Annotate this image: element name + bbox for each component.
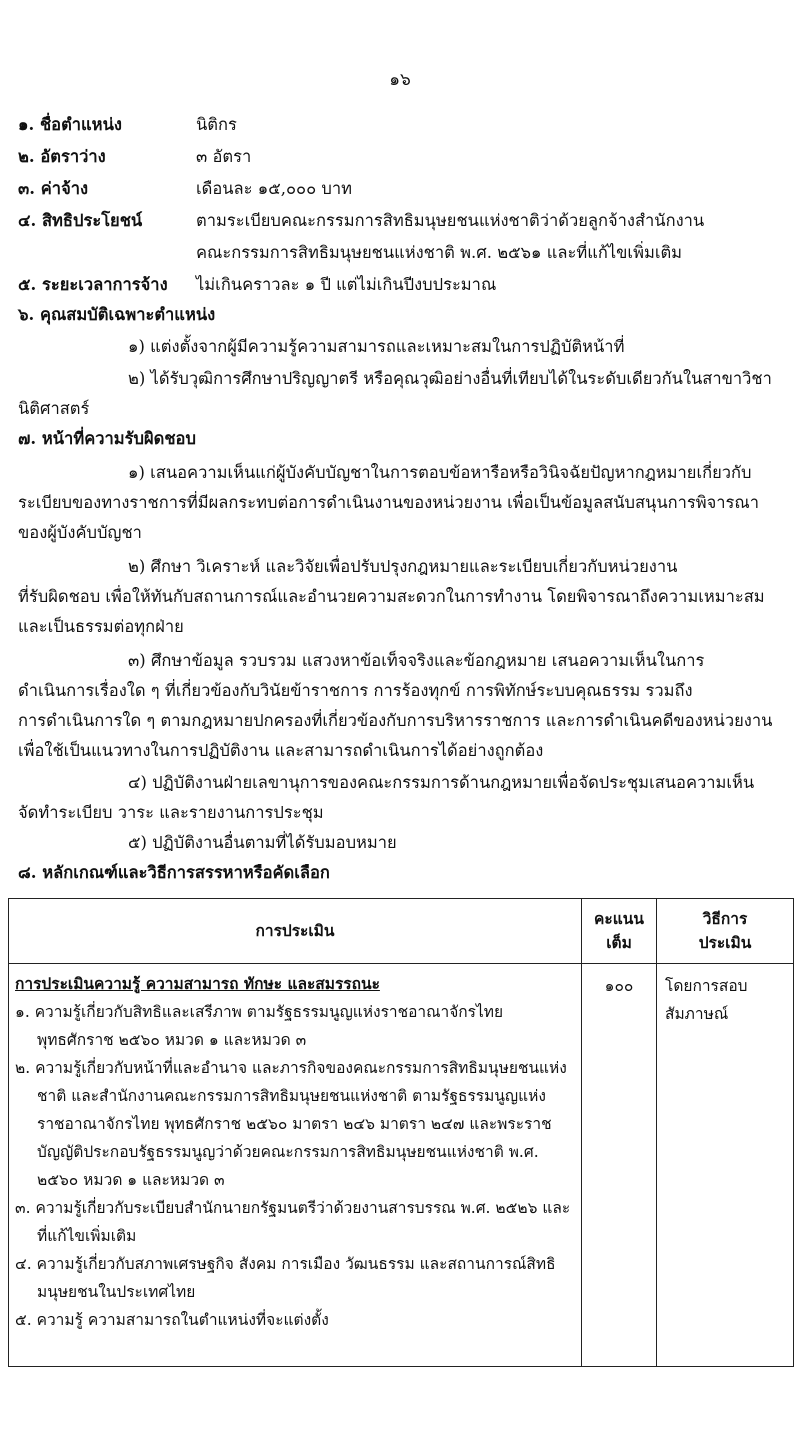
duty1-line1: ๑) เสนอความเห็นแก่ผู้บังคับบัญชาในการตอบข้อหารือหรือวินิจฉัยปัญหากฎหมายเกี่ยวกับ (128, 463, 752, 482)
method-line1: โดยการสอบ (665, 977, 748, 995)
field-duration-label: ๕. ระยะเวลาการจ้าง (18, 275, 168, 294)
duty4-line2: จัดทำระเบียบ วาระ และรายงานการประชุม (18, 803, 324, 822)
duty1-line2: ระเบียบของทางราชการที่มีผลกระทบต่อการดำเนินงานของหน่วยงาน เพื่อเป็นข้อมูลสนับสนุนการพิจารณา (18, 493, 759, 512)
section6-item2: ๒) ได้รับวุฒิการศึกษาปริญญาตรี หรือคุณวุฒิอย่างอื่นที่เทียบได้ในระดับเดียวกันในสาขาวิชา (128, 369, 772, 388)
method-cell (657, 964, 794, 1367)
section7-title: ๗. หน้าที่ความรับผิดชอบ (18, 429, 196, 448)
field-position-label: ๑. ชื่อตำแหน่ง (18, 115, 122, 134)
col-score-header-line2: เต็ม (606, 933, 632, 952)
duty2-line3: และเป็นธรรมต่อทุกฝ่าย (18, 617, 184, 636)
assessment-item-3: ๓. ความรู้เกี่ยวกับระเบียบสำนักนายกรัฐมนตรีว่าด้วยงานสารบรรณ พ.ศ. ๒๕๒๖ และที่แก้ไขเพิ่มเติม (15, 1199, 571, 1245)
assessment-heading: การประเมินความรู้ ความสามารถ ทักษะ และสมรรถนะ (15, 974, 380, 993)
field-benefits-label: ๔. สิทธิประโยชน์ (18, 211, 143, 230)
field-benefits-value: ตามระเบียบคณะกรรมการสิทธิมนุษยชนแห่งชาติว่าด้วยลูกจ้างสำนักงาน (196, 211, 705, 230)
col-score-header-line1: คะแนน (594, 909, 644, 928)
table-header-row (9, 899, 794, 964)
section6-item1: ๑) แต่งตั้งจากผู้มีความรู้ความสามารถและเหมาะสมในการปฏิบัติหน้าที่ (128, 337, 625, 356)
assessment-item-4: ๔. ความรู้เกี่ยวกับสภาพเศรษฐกิจ สังคม การเมือง วัฒนธรรม และสถานการณ์สิทธิมนุษยชนในประเทศไทย (15, 1255, 556, 1301)
criteria-table (8, 898, 794, 1367)
duty3-line2: ดำเนินการเรื่องใด ๆ ที่เกี่ยวข้องกับวินัยข้าราชการ การร้องทุกข์ การพิทักษ์ระบบคุณธรรม รวมถึง (18, 681, 693, 700)
section6-title: ๖. คุณสมบัติเฉพาะตำแหน่ง (18, 305, 216, 324)
page-number: ๑๖ (389, 70, 411, 90)
field-duration-value: ไม่เกินคราวละ ๑ ปี แต่ไม่เกินปีงบประมาณ (196, 275, 497, 294)
field-position-value: นิติกร (196, 115, 237, 134)
assessment-item-1: ๑. ความรู้เกี่ยวกับสิทธิและเสรีภาพ ตามรัฐธรรมนูญแห่งราชอาณาจักรไทย พุทธศักราช ๒๕๖๐ หมวด ๑ และหมวด ๓ (15, 1003, 504, 1049)
table-row (9, 964, 794, 1367)
duty2-line1: ๒) ศึกษา วิเคราะห์ และวิจัยเพื่อปรับปรุงกฎหมายและระเบียบเกี่ยวกับหน่วยงาน (128, 557, 678, 576)
col-method-header-line2: ประเมิน (698, 933, 752, 952)
full-score-cell: ๑๐๐ (582, 964, 657, 1367)
duty3-line4: เพื่อใช้เป็นแนวทางในการปฏิบัติงาน และสามารถดำเนินการได้อย่างถูกต้อง (18, 741, 544, 760)
col-method-header-line1: วิธีการ (702, 909, 748, 928)
assessment-item-2: ๒. ความรู้เกี่ยวกับหน้าที่และอำนาจ และภารกิจของคณะกรรมการสิทธิมนุษยชนแห่งชาติ และสำนักงานคณะกรรมการสิทธิมนุษยชนแห่งชาติ ตามรัฐธรรมนูญแห่งราชอาณาจักรไทย พุทธศักราช ๒๕๖๐ มาตรา ๒๔๖ มาตรา ๒๔๗ และพระราชบัญญัติประกอบรัฐธรรมนูญว่าด้วยคณะกรรมการสิทธิมนุษยชนแห่งชาติ พ.ศ. ๒๕๖๐ หมวด ๑ และหมวด ๓ (15, 1059, 567, 1189)
field-wage-value: เดือนละ ๑๕,๐๐๐ บาท (196, 179, 353, 198)
section8-title: ๘. หลักเกณฑ์และวิธีการสรรหาหรือคัดเลือก (18, 863, 330, 882)
duty1-line3: ของผู้บังคับบัญชา (18, 523, 142, 542)
field-vacancy-value: ๓ อัตรา (196, 147, 252, 166)
field-wage-label: ๓. ค่าจ้าง (18, 179, 89, 198)
col-method-header (657, 899, 794, 964)
field-vacancy-label: ๒. อัตราว่าง (18, 147, 106, 166)
duty4-line1: ๔) ปฏิบัติงานฝ่ายเลขานุการของคณะกรรมการด้านกฎหมายเพื่อจัดประชุมเสนอความเห็น (128, 773, 755, 792)
duty3-line1: ๓) ศึกษาข้อมูล รวบรวม แสวงหาข้อเท็จจริงและข้อกฎหมาย เสนอความเห็นในการ (128, 651, 705, 670)
col-score-header (582, 899, 657, 964)
duty3-line3: การดำเนินการใด ๆ ตามกฎหมายปกครองที่เกี่ยวข้องกับการบริหารราชการ และการดำเนินคดีของหน่วยงาน (18, 711, 773, 730)
section6-item2-cont: นิติศาสตร์ (18, 399, 90, 418)
col-assessment-header: การประเมิน (9, 899, 582, 964)
method-line2: สัมภาษณ์ (665, 1005, 729, 1023)
duty2-line2: ที่รับผิดชอบ เพื่อให้ทันกับสถานการณ์และอำนวยความสะดวกในการทำงาน โดยพิจารณาถึงความเหมาะสม (18, 587, 765, 606)
field-benefits-value-line2: คณะกรรมการสิทธิมนุษยชนแห่งชาติ พ.ศ. ๒๕๖๑ และที่แก้ไขเพิ่มเติม (196, 243, 683, 262)
assessment-cell (9, 964, 582, 1367)
duty5: ๕) ปฏิบัติงานอื่นตามที่ได้รับมอบหมาย (128, 833, 397, 852)
assessment-item-5: ๕. ความรู้ ความสามารถในตำแหน่งที่จะแต่งตั้ง (15, 1311, 329, 1329)
